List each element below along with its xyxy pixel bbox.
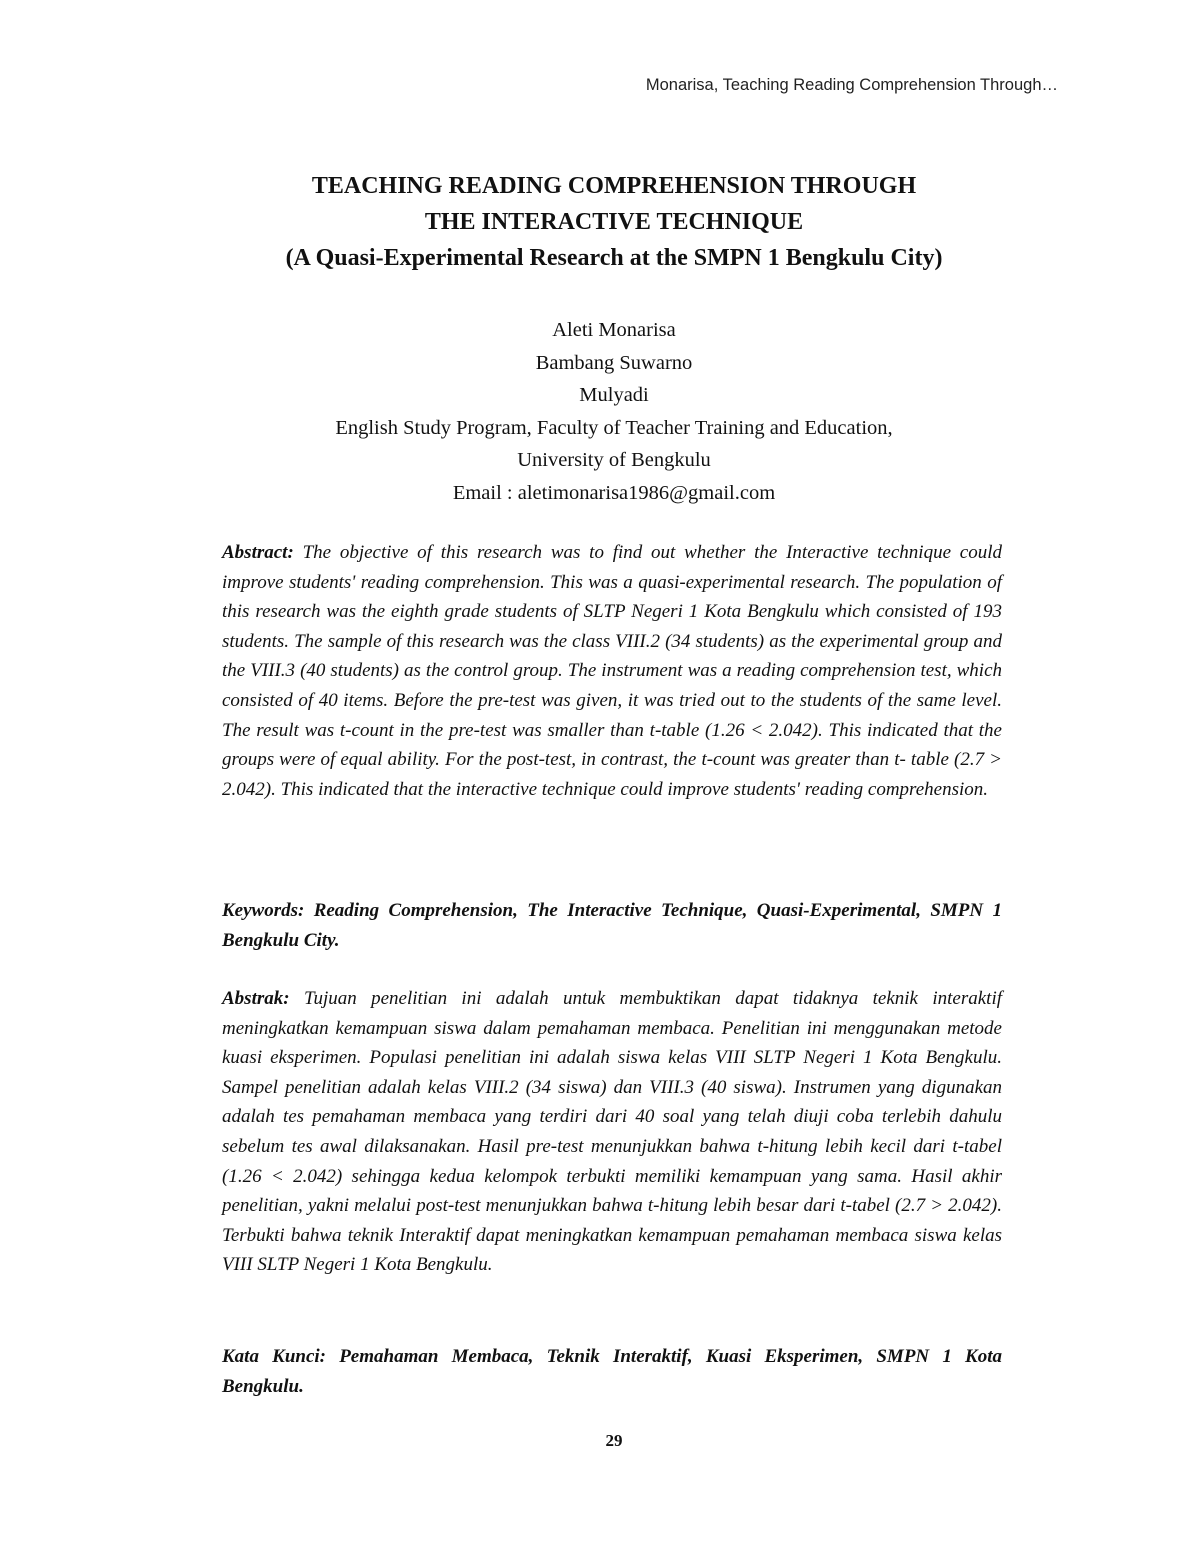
kata-kunci-paragraph: Kata Kunci: Pemahaman Membaca, Teknik Interaktif, Kuasi Eksperimen, SMPN 1 Kota Bengkulu. — [222, 1346, 1002, 1397]
abstrak-text: Tujuan penelitian ini adalah untuk membuktikan dapat tidaknya teknik interaktif meningkatkan kemampuan siswa dalam pemahaman membaca. Penelitian ini menggunakan metode kuasi eksperimen. Populasi penelitian ini adalah siswa kelas VIII SLTP Negeri 1 Kota Bengkulu. Sampel penelitian adalah kelas VIII.2 (34 siswa) dan VIII.3 (40 siswa). Instrumen yang digunakan adalah tes pemahaman membaca yang terdiri dari 40 soal yang telah diuji coba terlebih dahulu sebelum tes awal dilaksanakan. Hasil pre-test menunjukkan bahwa t-hitung lebih kecil dari t-tabel (1.26 < 2.042) sehingga kedua kelompok terbukti memiliki kemampuan yang sama. Hasil akhir penelitian, yakni melalui post-test menunjukkan bahwa t-hitung lebih besar dari t-tabel (2.7 > 2.042). Terbukti bahwa teknik Interaktif dapat meningkatkan kemampuan pemahaman membaca siswa kelas VIII SLTP Negeri 1 Kota Bengkulu. — [222, 988, 1002, 1276]
author-name: Aleti Monarisa — [552, 319, 676, 341]
affiliation-line: English Study Program, Faculty of Teacher Training and Education, — [335, 416, 893, 439]
author-block — [0, 314, 1200, 510]
running-header: Monarisa, Teaching Reading Comprehension Through… — [645, 76, 1058, 94]
page-number: 29 — [605, 1431, 623, 1450]
author-name: Mulyadi — [579, 384, 649, 407]
paper-title-line-1: TEACHING READING COMPREHENSION THROUGH — [311, 173, 917, 199]
abstract-label: Abstract: — [222, 542, 294, 563]
paper-title-block — [0, 168, 1200, 276]
paper-subtitle: (A Quasi-Experimental Research at the SMPN 1 Bengkulu City) — [285, 245, 943, 271]
paper-title-line-2: THE INTERACTIVE TECHNIQUE — [424, 209, 804, 235]
affiliation-line: University of Bengkulu — [517, 449, 711, 472]
abstract-paragraph — [222, 538, 1002, 804]
author-email: Email : aletimonarisa1986@gmail.com — [452, 481, 776, 504]
abstrak-label: Abstrak: — [222, 988, 290, 1009]
author-name: Bambang Suwarno — [535, 351, 693, 374]
abstract-text: The objective of this research was to find out whether the Interactive technique could improve students' reading comprehension. This was a quasi-experimental research. The population of this research was the eighth grade students of SLTP Negeri 1 Kota Bengkulu which consisted of 193 students. The sample of this research was the class VIII.2 (34 students) as the experimental group and the VIII.3 (40 students) as the control group. The instrument was a reading comprehension test, which consisted of 40 items. Before the pre-test was given, it was tried out to the students of the same level. The result was t-count in the pre-test was smaller than t-table (1.26 < 2.042). This indicated that the groups were of equal ability. For the post-test, in contrast, the t-count was greater than t- table (2.7 > 2.042). This indicated that the interactive technique could improve students' reading comprehension. — [222, 542, 1002, 800]
keywords-paragraph: Keywords: Reading Comprehension, The Interactive Technique, Quasi-Experimental, SMPN 1 Bengkulu City. — [222, 900, 1002, 951]
abstrak-paragraph — [222, 984, 1002, 1280]
